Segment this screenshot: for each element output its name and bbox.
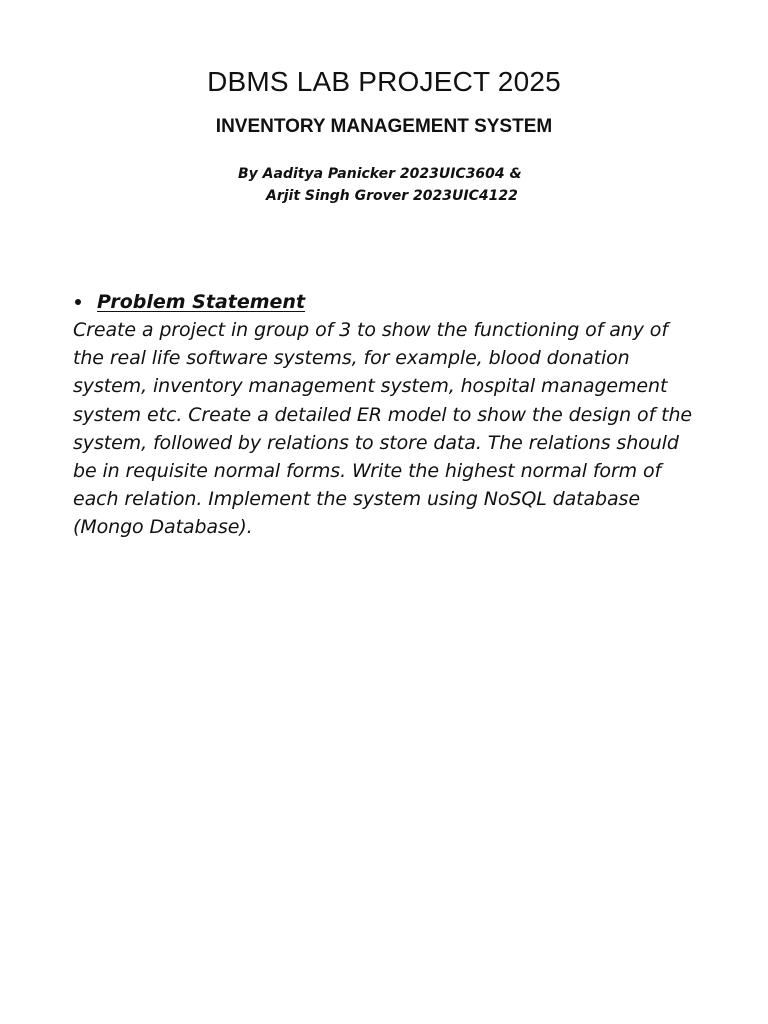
section-heading: Problem Statement — [97, 291, 306, 313]
page-title: DBMS LAB PROJECT 2025 — [207, 66, 561, 97]
page-subtitle: INVENTORY MANAGEMENT SYSTEM — [215, 116, 553, 137]
section-body: Create a project in group of 3 to show the functioning of any of the real life software systems, for example, blood donation system, inventory management system, hospital management system etc. Create a detailed ER model to show the design of the system, followed by relations to store data. The relations should be in requisite normal forms. Write the highest normal form of each relation. Implement the system using NoSQL database (Mongo Database). — [73, 319, 692, 539]
section-heading-row — [73, 288, 703, 316]
author-line-2: Arjit Singh Grover 2023UIC4122 — [266, 188, 518, 204]
problem-statement-section — [73, 288, 703, 542]
author-line-1: By Aaditya Panicker 2023UIC3604 & — [238, 166, 522, 182]
bullet-icon — [75, 299, 81, 305]
